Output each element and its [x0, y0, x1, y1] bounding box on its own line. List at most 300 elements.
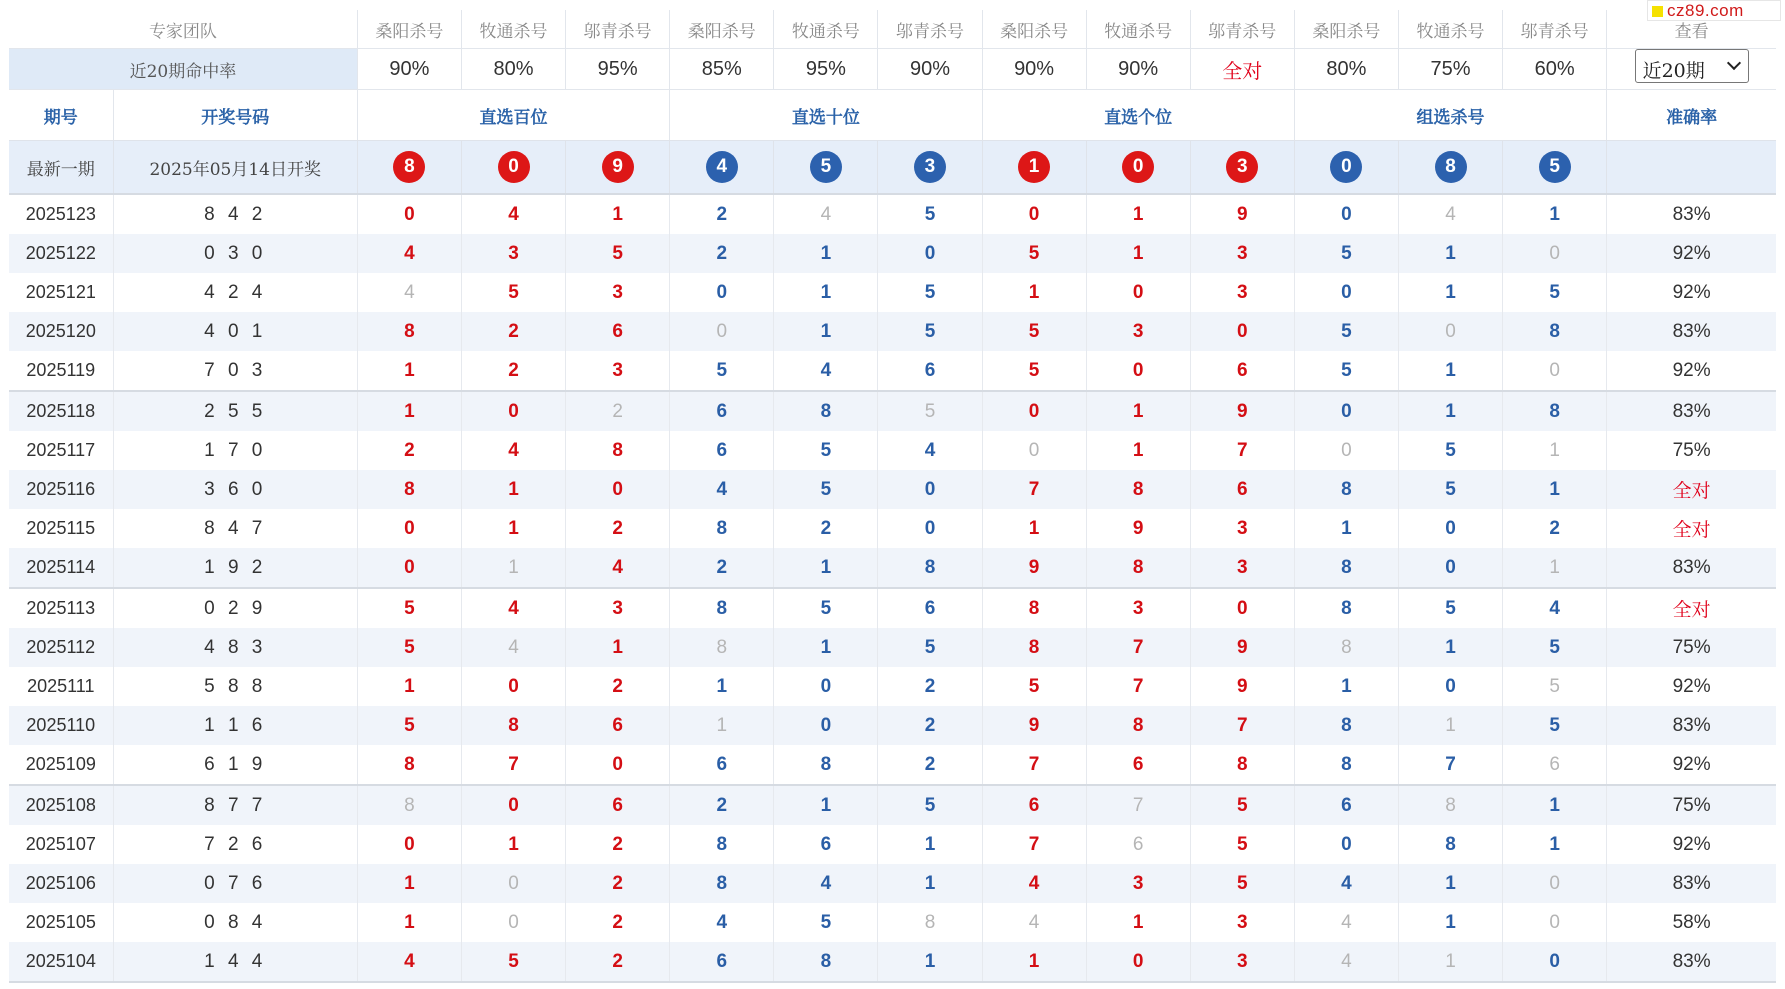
kill-number-cell: 0: [878, 509, 982, 548]
kill-number-cell: 8: [1294, 628, 1398, 667]
kill-number-cell: 0: [1398, 667, 1502, 706]
kill-number-cell: 4: [461, 431, 565, 470]
accuracy-cell: 83%: [1607, 706, 1776, 745]
kill-number-cell: 1: [1503, 431, 1607, 470]
expert-name: 邬青杀号: [566, 10, 670, 49]
kill-number-cell: 5: [878, 628, 982, 667]
kill-number-cell: 0: [1398, 548, 1502, 588]
accuracy-cell: 83%: [1607, 548, 1776, 588]
kill-number-cell: 3: [1190, 509, 1294, 548]
kill-number-cell: 5: [1398, 470, 1502, 509]
issue-header: 期号: [9, 90, 113, 141]
kill-number-cell: 5: [566, 234, 670, 273]
kill-number-cell: 6: [982, 785, 1086, 825]
issue-cell: 2025115: [9, 509, 113, 548]
kill-number-cell: 1: [1398, 391, 1502, 431]
kill-number-cell: 1: [774, 273, 878, 312]
expert-name: 牧通杀号: [1086, 10, 1190, 49]
table-row: [9, 588, 1776, 628]
kill-number-cell: 1: [357, 351, 461, 391]
kill-number-cell: 8: [461, 706, 565, 745]
kill-number-cell: 9: [1086, 509, 1190, 548]
issue-cell: 2025118: [9, 391, 113, 431]
kill-number-cell: 0: [1294, 391, 1398, 431]
kill-number-cell: 0: [461, 785, 565, 825]
issue-cell: 2025113: [9, 588, 113, 628]
draw-number-cell: 7 2 6: [113, 825, 357, 864]
table-row: [9, 628, 1776, 667]
number-ball: 9: [602, 151, 634, 183]
kill-number-cell: 6: [670, 745, 774, 785]
accuracy-cell: 75%: [1607, 628, 1776, 667]
kill-number-cell: 0: [1086, 942, 1190, 982]
expert-row: [9, 10, 1776, 49]
kill-number-cell: 6: [1294, 785, 1398, 825]
issue-cell: 2025122: [9, 234, 113, 273]
kill-number-cell: 2: [670, 785, 774, 825]
kill-number-cell: 4: [1294, 942, 1398, 982]
number-ball: 8: [1435, 151, 1467, 183]
kill-number-table-container: [9, 10, 1776, 983]
kill-number-cell: 9: [1190, 628, 1294, 667]
kill-number-cell: 8: [774, 745, 878, 785]
kill-number-cell: 7: [982, 470, 1086, 509]
kill-number-cell: 0: [357, 194, 461, 234]
kill-number-cell: 8: [1503, 312, 1607, 351]
kill-number-cell: 8: [357, 470, 461, 509]
issue-cell: 2025106: [9, 864, 113, 903]
kill-number-cell: 2: [566, 509, 670, 548]
draw-number-cell: 5 8 8: [113, 667, 357, 706]
kill-number-cell: 8: [1294, 470, 1398, 509]
kill-number-cell: 1: [1398, 706, 1502, 745]
kill-number-cell: 5: [982, 312, 1086, 351]
expert-name: 桑阳杀号: [982, 10, 1086, 49]
kill-number-cell: 4: [461, 194, 565, 234]
expert-name: 邬青杀号: [878, 10, 982, 49]
kill-number-cell: 4: [461, 628, 565, 667]
kill-number-cell: 0: [1398, 312, 1502, 351]
kill-number-cell: 8: [357, 312, 461, 351]
kill-number-cell: 0: [1398, 509, 1502, 548]
kill-number-cell: 5: [461, 942, 565, 982]
draw-number-cell: 4 2 4: [113, 273, 357, 312]
kill-number-cell: 1: [1398, 942, 1502, 982]
number-ball: 4: [706, 151, 738, 183]
kill-number-cell: 2: [566, 391, 670, 431]
chevron-down-icon: [1727, 56, 1741, 70]
accuracy-cell: 全对: [1672, 519, 1711, 541]
kill-number-cell: 4: [982, 864, 1086, 903]
kill-number-cell: 0: [1503, 942, 1607, 982]
number-ball: 0: [498, 151, 530, 183]
accuracy-cell: 92%: [1672, 833, 1711, 855]
kill-number-cell: 0: [774, 667, 878, 706]
kill-number-cell: 1: [1503, 470, 1607, 509]
draw-number-cell: 2 5 5: [113, 391, 357, 431]
expert-name: 牧通杀号: [461, 10, 565, 49]
table-row: [9, 194, 1776, 234]
kill-number-cell: 1: [357, 667, 461, 706]
kill-number-cell: 3: [1190, 942, 1294, 982]
watermark-text: cz89.com: [1667, 1, 1744, 20]
table-row: [9, 825, 1776, 864]
kill-number-cell: 0: [1086, 273, 1190, 312]
number-ball: 0: [1330, 151, 1362, 183]
kill-number-cell: 2: [566, 942, 670, 982]
kill-number-cell: 1: [982, 273, 1086, 312]
kill-number-cell: 5: [670, 351, 774, 391]
kill-number-cell: 0: [1503, 351, 1607, 391]
issue-cell: 2025120: [9, 312, 113, 351]
kill-number-cell: 7: [982, 825, 1086, 864]
hit-rate-value: 95%: [774, 49, 878, 90]
kill-number-cell: 6: [670, 942, 774, 982]
table-row: [9, 234, 1776, 273]
accuracy-cell: 75%: [1672, 439, 1711, 461]
kill-number-cell: 1: [774, 785, 878, 825]
kill-number-cell: 1: [461, 825, 565, 864]
kill-number-cell: 0: [1294, 194, 1398, 234]
table-row: [9, 273, 1776, 312]
draw-header: 开奖号码: [113, 90, 357, 141]
kill-number-cell: 3: [1190, 273, 1294, 312]
accuracy-cell: 83%: [1607, 864, 1776, 903]
kill-number-cell: 3: [1190, 903, 1294, 942]
kill-number-cell: 5: [774, 470, 878, 509]
kill-number-cell: 2: [566, 903, 670, 942]
kill-number-cell: 5: [982, 351, 1086, 391]
table-row: [9, 470, 1776, 509]
table-row: [9, 785, 1776, 825]
hit-rate-value: 90%: [982, 49, 1086, 90]
kill-number-cell: 8: [1190, 745, 1294, 785]
kill-number-cell: 5: [357, 706, 461, 745]
kill-number-cell: 1: [1398, 628, 1502, 667]
kill-number-cell: 2: [357, 431, 461, 470]
kill-number-cell: 1: [878, 825, 982, 864]
table-row: [9, 431, 1776, 470]
accuracy-cell: 83%: [1607, 391, 1776, 431]
kill-number-cell: 0: [357, 509, 461, 548]
kill-number-cell: 5: [1294, 351, 1398, 391]
kill-number-cell: 8: [670, 628, 774, 667]
issue-cell: 2025119: [9, 351, 113, 391]
draw-number-cell: 6 1 9: [113, 745, 357, 785]
kill-number-cell: 0: [461, 391, 565, 431]
kill-number-cell: 1: [1503, 548, 1607, 588]
kill-number-cell: 0: [1294, 431, 1398, 470]
kill-number-cell: 4: [566, 548, 670, 588]
group-header-units: 直选个位: [982, 90, 1294, 141]
kill-number-cell: 5: [982, 667, 1086, 706]
kill-number-cell: 1: [774, 548, 878, 588]
kill-number-cell: 6: [1086, 825, 1190, 864]
kill-number-cell: 5: [1190, 785, 1294, 825]
kill-number-cell: 1: [1294, 667, 1398, 706]
kill-number-cell: 8: [982, 588, 1086, 628]
accuracy-cell: 92%: [1672, 359, 1711, 381]
kill-number-cell: 5: [982, 234, 1086, 273]
kill-number-cell: 2: [878, 745, 982, 785]
kill-number-cell: 9: [982, 548, 1086, 588]
hit-rate-value: 95%: [566, 49, 670, 90]
accuracy-cell: 92%: [1607, 234, 1776, 273]
kill-number-cell: 0: [878, 470, 982, 509]
kill-number-cell: 1: [566, 628, 670, 667]
kill-number-cell: 5: [1190, 864, 1294, 903]
kill-number-cell: 0: [461, 864, 565, 903]
draw-number-cell: 0 2 9: [113, 588, 357, 628]
kill-number-cell: 5: [774, 431, 878, 470]
kill-number-cell: 4: [774, 194, 878, 234]
hit-rate-value: 85%: [670, 49, 774, 90]
expert-name: 桑阳杀号: [357, 10, 461, 49]
kill-number-cell: 5: [878, 785, 982, 825]
hit-rate-label: 近20期命中率: [9, 49, 357, 90]
issue-cell: 2025110: [9, 706, 113, 745]
kill-number-cell: 6: [878, 351, 982, 391]
kill-number-cell: 1: [566, 194, 670, 234]
kill-number-cell: 4: [670, 903, 774, 942]
kill-number-cell: 5: [1398, 588, 1502, 628]
issue-cell: 2025123: [9, 194, 113, 234]
issue-cell: 2025108: [9, 785, 113, 825]
kill-number-cell: 1: [982, 509, 1086, 548]
kill-number-cell: 5: [878, 312, 982, 351]
kill-number-cell: 1: [670, 706, 774, 745]
kill-number-cell: 6: [566, 706, 670, 745]
kill-number-cell: 4: [1398, 194, 1502, 234]
group-header-tens: 直选十位: [670, 90, 982, 141]
hit-rate-value: 80%: [461, 49, 565, 90]
kill-number-cell: 6: [878, 588, 982, 628]
number-ball: 3: [914, 151, 946, 183]
kill-number-cell: 3: [566, 273, 670, 312]
kill-number-cell: 5: [357, 588, 461, 628]
number-ball: 5: [1539, 151, 1571, 183]
kill-number-cell: 2: [461, 312, 565, 351]
kill-number-cell: 5: [1503, 273, 1607, 312]
kill-number-cell: 8: [357, 745, 461, 785]
kill-number-cell: 0: [1294, 825, 1398, 864]
kill-number-cell: 1: [1398, 234, 1502, 273]
number-ball: 0: [1122, 151, 1154, 183]
kill-number-cell: 8: [670, 825, 774, 864]
expert-name: 邬青杀号: [1190, 10, 1294, 49]
kill-number-cell: 4: [670, 470, 774, 509]
kill-number-cell: 1: [1086, 903, 1190, 942]
draw-number-cell: 1 4 4: [113, 942, 357, 982]
accuracy-cell: 92%: [1672, 753, 1711, 775]
kill-number-cell: 1: [1086, 431, 1190, 470]
table-row: [9, 667, 1776, 706]
number-ball: 5: [810, 151, 842, 183]
draw-number-cell: 0 3 0: [113, 234, 357, 273]
kill-number-cell: 8: [1086, 470, 1190, 509]
kill-number-cell: 2: [566, 667, 670, 706]
hit-rate-value: 80%: [1294, 49, 1398, 90]
kill-number-cell: 9: [1190, 667, 1294, 706]
kill-number-cell: 8: [1294, 706, 1398, 745]
expert-name: 桑阳杀号: [1294, 10, 1398, 49]
kill-number-cell: 0: [982, 391, 1086, 431]
kill-number-cell: 6: [1190, 351, 1294, 391]
issue-cell: 2025116: [9, 470, 113, 509]
kill-number-cell: 4: [357, 942, 461, 982]
kill-number-cell: 1: [670, 667, 774, 706]
latest-date: 2025年05月14日开奖: [113, 141, 357, 195]
kill-number-cell: 7: [1086, 667, 1190, 706]
kill-number-cell: 8: [878, 548, 982, 588]
kill-number-cell: 4: [1294, 903, 1398, 942]
latest-row: [9, 141, 1776, 195]
kill-number-cell: 2: [1503, 509, 1607, 548]
table-row: [9, 942, 1776, 982]
kill-number-cell: 6: [1503, 745, 1607, 785]
kill-number-cell: 9: [1190, 391, 1294, 431]
kill-number-cell: 9: [982, 706, 1086, 745]
kill-number-cell: 6: [670, 431, 774, 470]
kill-number-cell: 7: [461, 745, 565, 785]
kill-number-cell: 2: [878, 706, 982, 745]
accuracy-cell: 92%: [1672, 281, 1711, 303]
number-ball: 8: [393, 151, 425, 183]
kill-number-cell: 2: [670, 194, 774, 234]
kill-number-cell: 2: [566, 825, 670, 864]
kill-number-cell: 1: [774, 628, 878, 667]
kill-number-cell: 4: [878, 431, 982, 470]
hit-rate-value: 75%: [1398, 49, 1502, 90]
issue-cell: 2025117: [9, 431, 113, 470]
table-row: [9, 864, 1776, 903]
kill-number-cell: 3: [1190, 548, 1294, 588]
kill-number-cell: 2: [670, 548, 774, 588]
kill-number-cell: 4: [774, 351, 878, 391]
kill-number-cell: 0: [982, 431, 1086, 470]
kill-number-cell: 0: [357, 825, 461, 864]
kill-number-cell: 7: [1398, 745, 1502, 785]
draw-number-cell: 8 4 7: [113, 509, 357, 548]
kill-number-cell: 0: [670, 273, 774, 312]
accuracy-cell: 92%: [1672, 675, 1711, 697]
kill-number-cell: 4: [1503, 588, 1607, 628]
kill-number-cell: 0: [878, 234, 982, 273]
kill-number-cell: 8: [878, 903, 982, 942]
kill-number-cell: 5: [878, 194, 982, 234]
kill-number-cell: 1: [1086, 234, 1190, 273]
draw-number-cell: 8 4 2: [113, 194, 357, 234]
column-header-row: [9, 90, 1776, 141]
kill-number-cell: 6: [1086, 745, 1190, 785]
kill-number-cell: 3: [566, 351, 670, 391]
hit-rate-value: 90%: [357, 49, 461, 90]
kill-number-cell: 1: [1398, 903, 1502, 942]
accuracy-cell: 83%: [1607, 942, 1776, 982]
group-header-group-kill: 组选杀号: [1294, 90, 1606, 141]
kill-number-cell: 8: [1398, 785, 1502, 825]
issue-cell: 2025112: [9, 628, 113, 667]
kill-number-cell: 1: [774, 312, 878, 351]
expert-name: 桑阳杀号: [670, 10, 774, 49]
kill-number-cell: 2: [566, 864, 670, 903]
kill-number-cell: 0: [1503, 903, 1607, 942]
kill-number-cell: 2: [878, 667, 982, 706]
kill-number-cell: 1: [1503, 825, 1607, 864]
kill-number-cell: 8: [566, 431, 670, 470]
kill-number-cell: 0: [566, 745, 670, 785]
table-row: [9, 706, 1776, 745]
kill-number-cell: 8: [1086, 706, 1190, 745]
kill-number-cell: 8: [670, 509, 774, 548]
accuracy-cell: 83%: [1607, 194, 1776, 234]
kill-number-cell: 0: [1190, 312, 1294, 351]
kill-number-cell: 1: [357, 903, 461, 942]
accuracy-cell: 全对: [1607, 588, 1776, 628]
kill-number-cell: 6: [566, 312, 670, 351]
kill-number-cell: 8: [670, 864, 774, 903]
kill-number-cell: 1: [1294, 509, 1398, 548]
table-row: [9, 745, 1776, 785]
kill-number-cell: 5: [357, 628, 461, 667]
kill-number-cell: 5: [1294, 234, 1398, 273]
draw-number-cell: 4 8 3: [113, 628, 357, 667]
accuracy-header: 准确率: [1607, 90, 1776, 141]
kill-number-cell: 4: [357, 273, 461, 312]
kill-number-cell: 7: [1190, 431, 1294, 470]
issue-cell: 2025109: [9, 745, 113, 785]
kill-number-cell: 3: [1086, 312, 1190, 351]
kill-number-cell: 1: [1503, 785, 1607, 825]
hit-rate-row: [9, 49, 1776, 90]
kill-number-cell: 6: [1190, 470, 1294, 509]
kill-number-cell: 6: [670, 391, 774, 431]
kill-number-cell: 0: [774, 706, 878, 745]
expert-name: 牧通杀号: [774, 10, 878, 49]
kill-number-cell: 0: [1503, 234, 1607, 273]
kill-number-cell: 8: [1294, 548, 1398, 588]
kill-number-cell: 9: [1190, 194, 1294, 234]
issue-cell: 2025121: [9, 273, 113, 312]
kill-number-cell: 1: [1503, 194, 1607, 234]
latest-label: 最新一期: [9, 141, 113, 195]
period-select[interactable]: [1635, 49, 1749, 83]
hit-rate-value: 90%: [878, 49, 982, 90]
expert-name: 邬青杀号: [1503, 10, 1607, 49]
kill-number-cell: 2: [461, 351, 565, 391]
kill-number-cell: 7: [982, 745, 1086, 785]
period-select-cell: [1607, 49, 1776, 90]
kill-number-cell: 0: [1294, 273, 1398, 312]
kill-number-cell: 0: [357, 548, 461, 588]
kill-number-cell: 0: [461, 903, 565, 942]
kill-number-cell: 5: [461, 273, 565, 312]
accuracy-cell: 83%: [1607, 312, 1776, 351]
number-ball: 3: [1226, 151, 1258, 183]
number-ball: 1: [1018, 151, 1050, 183]
kill-number-table: [9, 10, 1776, 983]
issue-cell: 2025111: [9, 667, 113, 706]
kill-number-cell: 4: [461, 588, 565, 628]
kill-number-cell: 8: [774, 942, 878, 982]
accuracy-cell: 58%: [1672, 911, 1711, 933]
kill-number-cell: 1: [461, 509, 565, 548]
kill-number-cell: 3: [461, 234, 565, 273]
table-row: [9, 903, 1776, 942]
kill-number-cell: 8: [1294, 745, 1398, 785]
draw-number-cell: 1 9 2: [113, 548, 357, 588]
kill-number-cell: 3: [1086, 864, 1190, 903]
